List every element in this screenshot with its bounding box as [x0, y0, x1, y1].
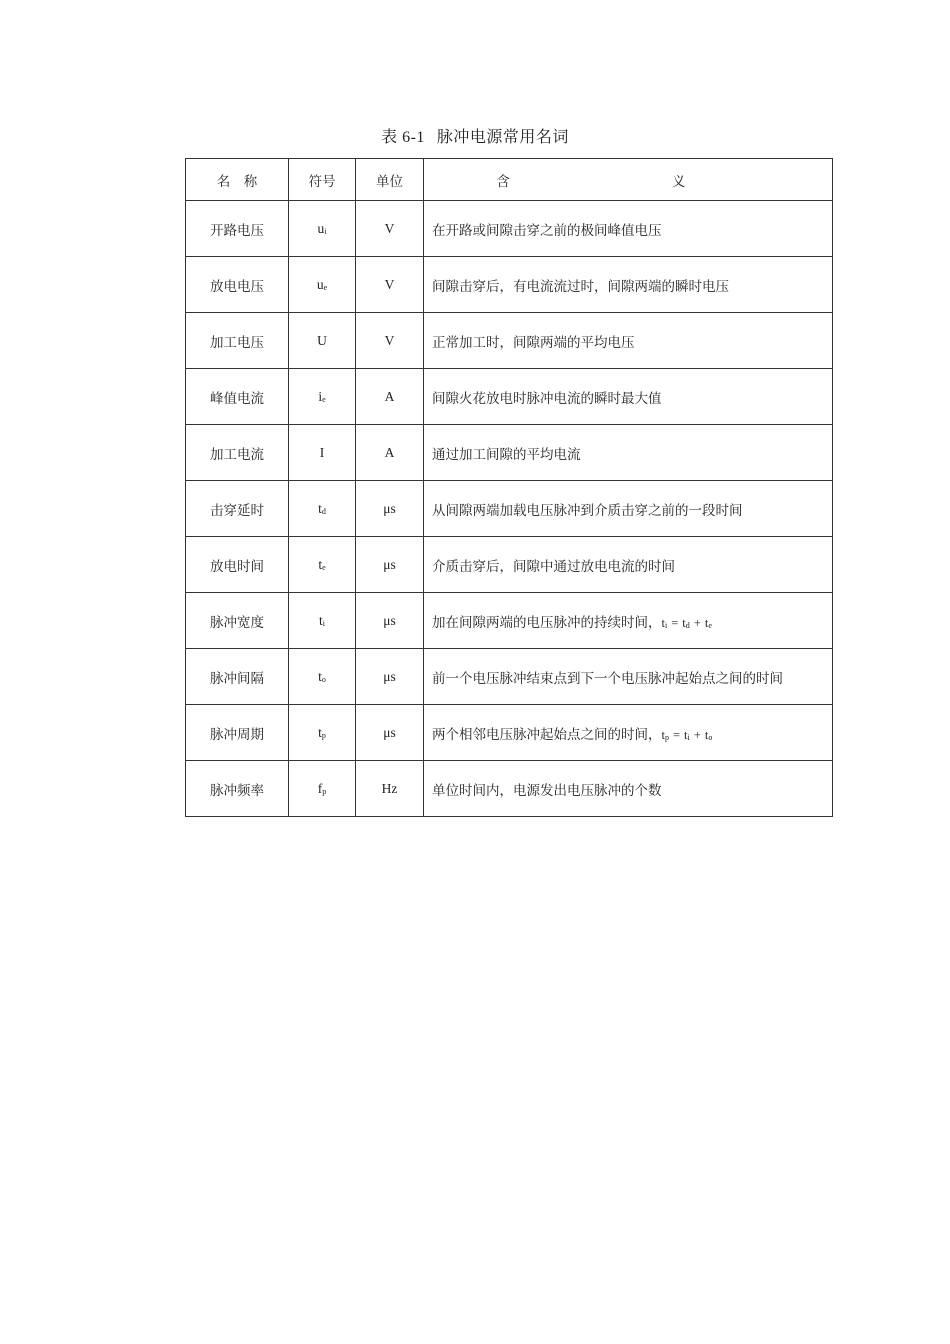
header-name: 名 称 — [186, 159, 289, 201]
table-title: 脉冲电源常用名词 — [436, 127, 569, 146]
term-name-cell: 峰值电流 — [186, 369, 289, 425]
table-number: 表 6-1 — [381, 129, 425, 146]
term-unit-cell: V — [356, 257, 424, 313]
formula-equals: = — [671, 615, 679, 630]
symbol-base: I — [319, 444, 325, 460]
symbol-base: u — [317, 220, 325, 236]
symbol-subscript: e — [323, 282, 328, 292]
term-symbol-cell — [289, 481, 356, 537]
symbol-base: i — [318, 388, 323, 404]
term-name-cell: 脉冲间隔 — [186, 649, 289, 705]
table-header — [186, 159, 833, 201]
symbol-subscript: d — [321, 506, 326, 516]
formula-subscript: e — [708, 620, 712, 630]
term-name-cell: 放电电压 — [186, 257, 289, 313]
meaning-text: 加在间隙两端的电压脉冲的持续时间， — [432, 614, 662, 631]
table-row — [186, 761, 833, 817]
term-meaning-cell — [424, 425, 833, 481]
term-unit-cell: μs — [356, 593, 424, 649]
table-row — [186, 369, 833, 425]
term-name-cell: 脉冲周期 — [186, 705, 289, 761]
term-meaning-cell — [424, 537, 833, 593]
symbol-subscript: o — [321, 674, 326, 684]
symbol-subscript: e — [322, 394, 326, 404]
table-row — [186, 705, 833, 761]
symbol-subscript: p — [321, 730, 326, 740]
formula-subscript: o — [708, 732, 713, 742]
term-meaning-cell — [424, 257, 833, 313]
table-row — [186, 649, 833, 705]
term-name-cell: 加工电压 — [186, 313, 289, 369]
symbol-base: t — [318, 668, 322, 684]
term-meaning-cell — [424, 593, 833, 649]
meaning-text: 从间隙两端加载电压脉冲到介质击穿之前的一段时间 — [432, 502, 743, 519]
meaning-formula — [662, 616, 712, 630]
symbol-subscript: i — [322, 618, 325, 628]
meaning-text: 通过加工间隙的平均电流 — [432, 446, 581, 463]
table-row — [186, 593, 833, 649]
term-unit-cell: A — [356, 369, 424, 425]
table-body — [186, 201, 833, 817]
term-unit-cell: μs — [356, 537, 424, 593]
symbol-subscript: p — [322, 786, 327, 796]
terms-table — [185, 158, 833, 817]
term-unit-cell: V — [356, 201, 424, 257]
meaning-text: 介质击穿后，间隙中通过放电电流的时间 — [432, 558, 675, 575]
term-unit-cell: μs — [356, 649, 424, 705]
term-symbol-cell — [289, 201, 356, 257]
term-unit-cell: Hz — [356, 761, 424, 817]
term-symbol-cell — [289, 313, 356, 369]
term-symbol-cell — [289, 593, 356, 649]
meaning-text: 在开路或间隙击穿之前的极间峰值电压 — [432, 222, 662, 239]
symbol-base: u — [316, 276, 324, 292]
table-row — [186, 425, 833, 481]
formula-subscript: i — [664, 620, 668, 630]
term-symbol-cell — [289, 649, 356, 705]
term-meaning-cell — [424, 761, 833, 817]
meaning-text: 间隙击穿后，有电流流过时，间隙两端的瞬时电压 — [432, 278, 729, 295]
formula-var: t — [682, 615, 686, 630]
meaning-text: 前一个电压脉冲结束点到下一个电压脉冲起始点之间的时间 — [432, 670, 783, 687]
table-row — [186, 481, 833, 537]
table-row — [186, 537, 833, 593]
term-unit-cell: A — [356, 425, 424, 481]
formula-var: t — [704, 615, 709, 630]
formula-plus: + — [693, 727, 701, 742]
symbol-base: t — [319, 612, 323, 628]
header-symbol: 符号 — [289, 159, 356, 201]
table-row — [186, 257, 833, 313]
header-row — [186, 159, 833, 201]
term-symbol-cell — [289, 257, 356, 313]
formula-plus: + — [693, 615, 701, 630]
header-unit: 单位 — [356, 159, 424, 201]
term-name-cell: 加工电流 — [186, 425, 289, 481]
term-name-cell: 脉冲宽度 — [186, 593, 289, 649]
term-symbol-cell — [289, 537, 356, 593]
formula-subscript: i — [687, 732, 690, 742]
term-meaning-cell — [424, 649, 833, 705]
formula-var: t — [704, 727, 709, 742]
term-name-cell: 放电时间 — [186, 537, 289, 593]
term-name-cell: 脉冲频率 — [186, 761, 289, 817]
term-symbol-cell — [289, 705, 356, 761]
meaning-text: 两个相邻电压脉冲起始点之间的时间， — [432, 726, 662, 743]
term-symbol-cell — [289, 425, 356, 481]
formula-var: t — [661, 615, 665, 630]
symbol-base: t — [318, 724, 322, 740]
header-meaning-text: 含 义 — [496, 173, 760, 190]
formula-subscript: d — [685, 620, 690, 630]
term-unit-cell: V — [356, 313, 424, 369]
term-symbol-cell — [289, 369, 356, 425]
formula-equals: = — [672, 727, 681, 742]
term-name-cell: 击穿延时 — [186, 481, 289, 537]
header-meaning — [424, 159, 833, 201]
meaning-text: 正常加工时，间隙两端的平均电压 — [432, 334, 635, 351]
term-meaning-cell — [424, 201, 833, 257]
formula-var: t — [661, 727, 665, 742]
symbol-subscript: i — [324, 226, 327, 236]
symbol-base: f — [317, 780, 323, 796]
symbol-base: t — [318, 556, 323, 572]
term-meaning-cell — [424, 481, 833, 537]
term-unit-cell: μs — [356, 481, 424, 537]
symbol-base: t — [318, 500, 322, 516]
meaning-text: 单位时间内，电源发出电压脉冲的个数 — [432, 782, 662, 799]
term-name-cell: 开路电压 — [186, 201, 289, 257]
term-unit-cell: μs — [356, 705, 424, 761]
term-symbol-cell — [289, 761, 356, 817]
table-row — [186, 313, 833, 369]
term-meaning-cell — [424, 313, 833, 369]
table-row — [186, 201, 833, 257]
symbol-base: U — [317, 332, 327, 348]
meaning-text: 间隙火花放电时脉冲电流的瞬时最大值 — [432, 390, 662, 407]
meaning-formula — [662, 728, 713, 742]
symbol-subscript: e — [322, 562, 326, 572]
term-meaning-cell — [424, 705, 833, 761]
formula-subscript: p — [664, 732, 669, 742]
term-meaning-cell — [424, 369, 833, 425]
formula-var: t — [684, 727, 688, 742]
table-caption — [0, 124, 950, 147]
